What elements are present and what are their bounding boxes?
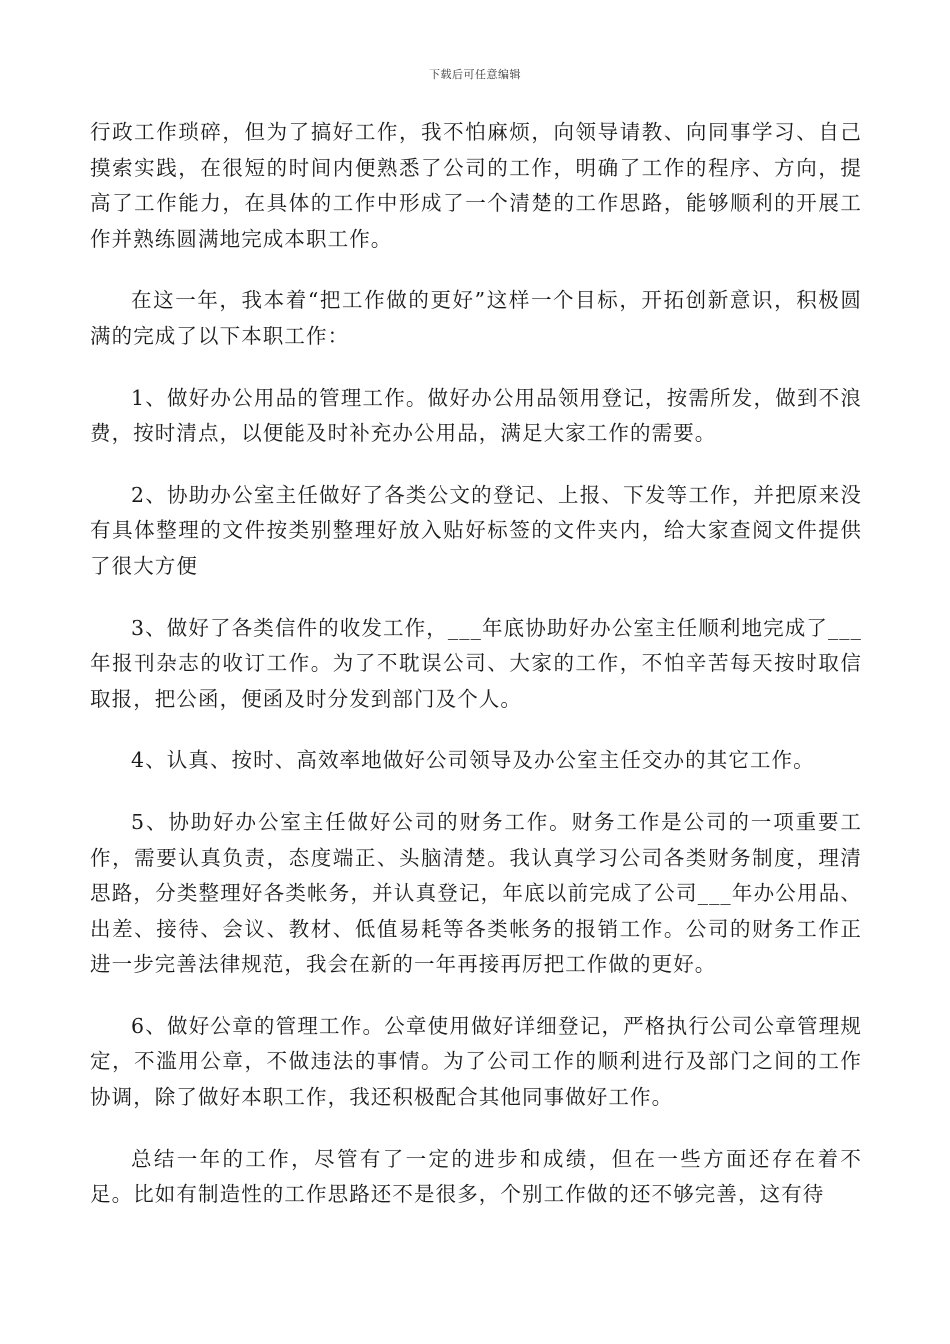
paragraph-summary: 总结一年的工作，尽管有了一定的进步和成绩，但在一些方面还存在着不足。比如有制造性的工作思路还不是很多，个别工作做的还不够完善，这有待 bbox=[90, 1146, 862, 1207]
paragraph-goal: 在这一年，我本着“把工作做的更好”这样一个目标，开拓创新意识，积极圆满的完成了以下本职工作： bbox=[90, 288, 862, 348]
paragraph-item-2: 2、协助办公室主任做好了各类公文的登记、上报、下发等工作，并把原来没有具体整理的文件按类别整理好放入贴好标签的文件夹内，给大家查阅文件提供了很大方便 bbox=[90, 482, 862, 578]
page-header: 下载后可任意编辑 bbox=[429, 68, 521, 81]
paragraph-intro-continuation: 行政工作琐碎，但为了搞好工作，我不怕麻烦，向领导请教、向同事学习、自己摸索实践，在很短的时间内便熟悉了公司的工作，明确了工作的程序、方向，提高了工作能力，在具体的工作中形成了一个清楚的工作思路，能够顺利的开展工作并熟练圆满地完成本职工作。 bbox=[90, 120, 862, 251]
paragraph-item-6: 6、做好公章的管理工作。公章使用做好详细登记，严格执行公司公章管理规定，不滥用公章，不做违法的事情。为了公司工作的顺利进行及部门之间的工作协调，除了做好本职工作，我还积极配合其他同事做好工作。 bbox=[90, 1013, 862, 1110]
paragraph-item-1: 1、做好办公用品的管理工作。做好办公用品领用登记，按需所发，做到不浪费，按时清点，以便能及时补充办公用品，满足大家工作的需要。 bbox=[90, 385, 862, 446]
paragraph-item-5: 5、协助好办公室主任做好公司的财务工作。财务工作是公司的一项重要工作，需要认真负责，态度端正、头脑清楚。我认真学习公司各类财务制度，理清思路，分类整理好各类帐务，并认真登记，年底以前完成了公司___年办公用品、出差、接待、会议、教材、低值易耗等各类帐务的报销工作。公司的财务工作正进一步完善法律规范，我会在新的一年再接再厉把工作做的更好。 bbox=[90, 809, 862, 977]
paragraph-item-3: 3、做好了各类信件的收发工作，___年底协助好办公室主任顺利地完成了___年报刊杂志的收订工作。为了不耽误公司、大家的工作，不怕辛苦每天按时取信取报，把公函，便函及时分发到部门及个人。 bbox=[90, 615, 862, 711]
document-body bbox=[90, 115, 862, 1239]
paragraph-item-4: 4、认真、按时、高效率地做好公司领导及办公室主任交办的其它工作。 bbox=[131, 748, 815, 773]
